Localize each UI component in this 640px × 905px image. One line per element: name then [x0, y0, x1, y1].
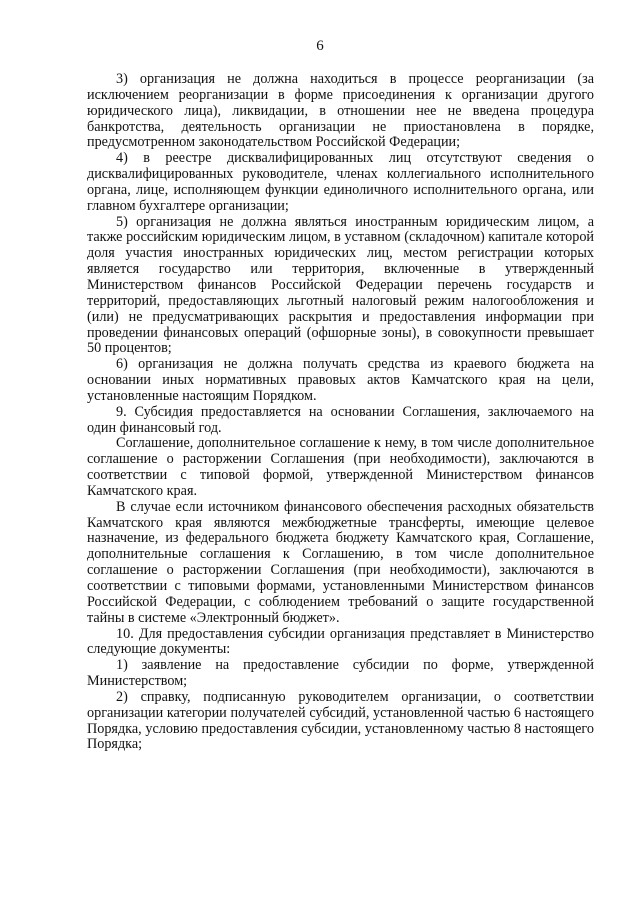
paragraph-item-3: 3) организация не должна находиться в процессе реорганизации (за исключением реорганизации в форме присоединения к организации другого юридического лица), ликвидации, в отношении нее не введена процедура банкротства, деятельность организации не приостановлена в порядке, предусмотренном законодательством Российской Федерации;	[87, 71, 594, 151]
paragraph-transfers: В случае если источником финансового обеспечения расходных обязательств Камчатского края являются межбюджетные трансферты, имеющие целевое назначение, из федерального бюджета бюджету Камчатского края, Соглашение, дополнительные соглашения к Соглашению, в том числе дополнительное соглашение о расторжении Соглашения (при необходимости), заключаются в соответствии с типовыми формами, установленными Министерством финансов Российской Федерации, с соблюдением требований о защите государственной тайны в системе «Электронный бюджет».	[87, 498, 594, 626]
page-number: 6	[316, 38, 324, 54]
paragraph-doc-1: 1) заявление на предоставление субсидии по форме, утвержденной Министерством;	[87, 657, 594, 690]
paragraph-item-4: 4) в реестре дисквалифицированных лиц отсутствуют сведения о дисквалифицированных руководителе, членах коллегиального исполнительного органа, лице, исполняющем функции единоличного исполнительного органа, или главном бухгалтере организации;	[87, 150, 594, 214]
paragraph-doc-2: 2) справку, подписанную руководителем организации, о соответствии организации категории получателей субсидий, установленной частью 6 настоящего Порядка, условию предоставления субсидии, установленному частью 8 настоящего Порядка;	[87, 688, 594, 753]
paragraph-section-9: 9. Субсидия предоставляется на основании Соглашения, заключаемого на один финансовый год.	[87, 403, 594, 436]
paragraph-item-5: 5) организация не должна являться иностранным юридическим лицом, а также российским юридическим лицом, в уставном (складочном) капитале которой доля участия иностранных юридических лиц, местом регистрации которых является государство или территория, включенные в утвержденный Министерством финансов Российской Федерации перечень государств и территорий, предоставляющих льготный налоговый режим налогообложения и (или) не предусматривающих раскрытия и предоставления информации при проведении финансовых операций (офшорные зоны), в совокупности превышает 50 процентов;	[87, 213, 594, 357]
document-body	[87, 72, 594, 753]
paragraph-agreement: Соглашение, дополнительное соглашение к нему, в том числе дополнительное соглашение о расторжении Соглашения (при необходимости), заключаются в соответствии с типовой формой, утвержденной Министерством финансов Камчатского края.	[87, 435, 594, 499]
paragraph-section-10: 10. Для предоставления субсидии организация представляет в Министерство следующие документы:	[87, 625, 594, 658]
paragraph-item-6: 6) организация не должна получать средства из краевого бюджета на основании иных нормативных правовых актов Камчатского края на цели, установленные настоящим Порядком.	[87, 356, 594, 404]
